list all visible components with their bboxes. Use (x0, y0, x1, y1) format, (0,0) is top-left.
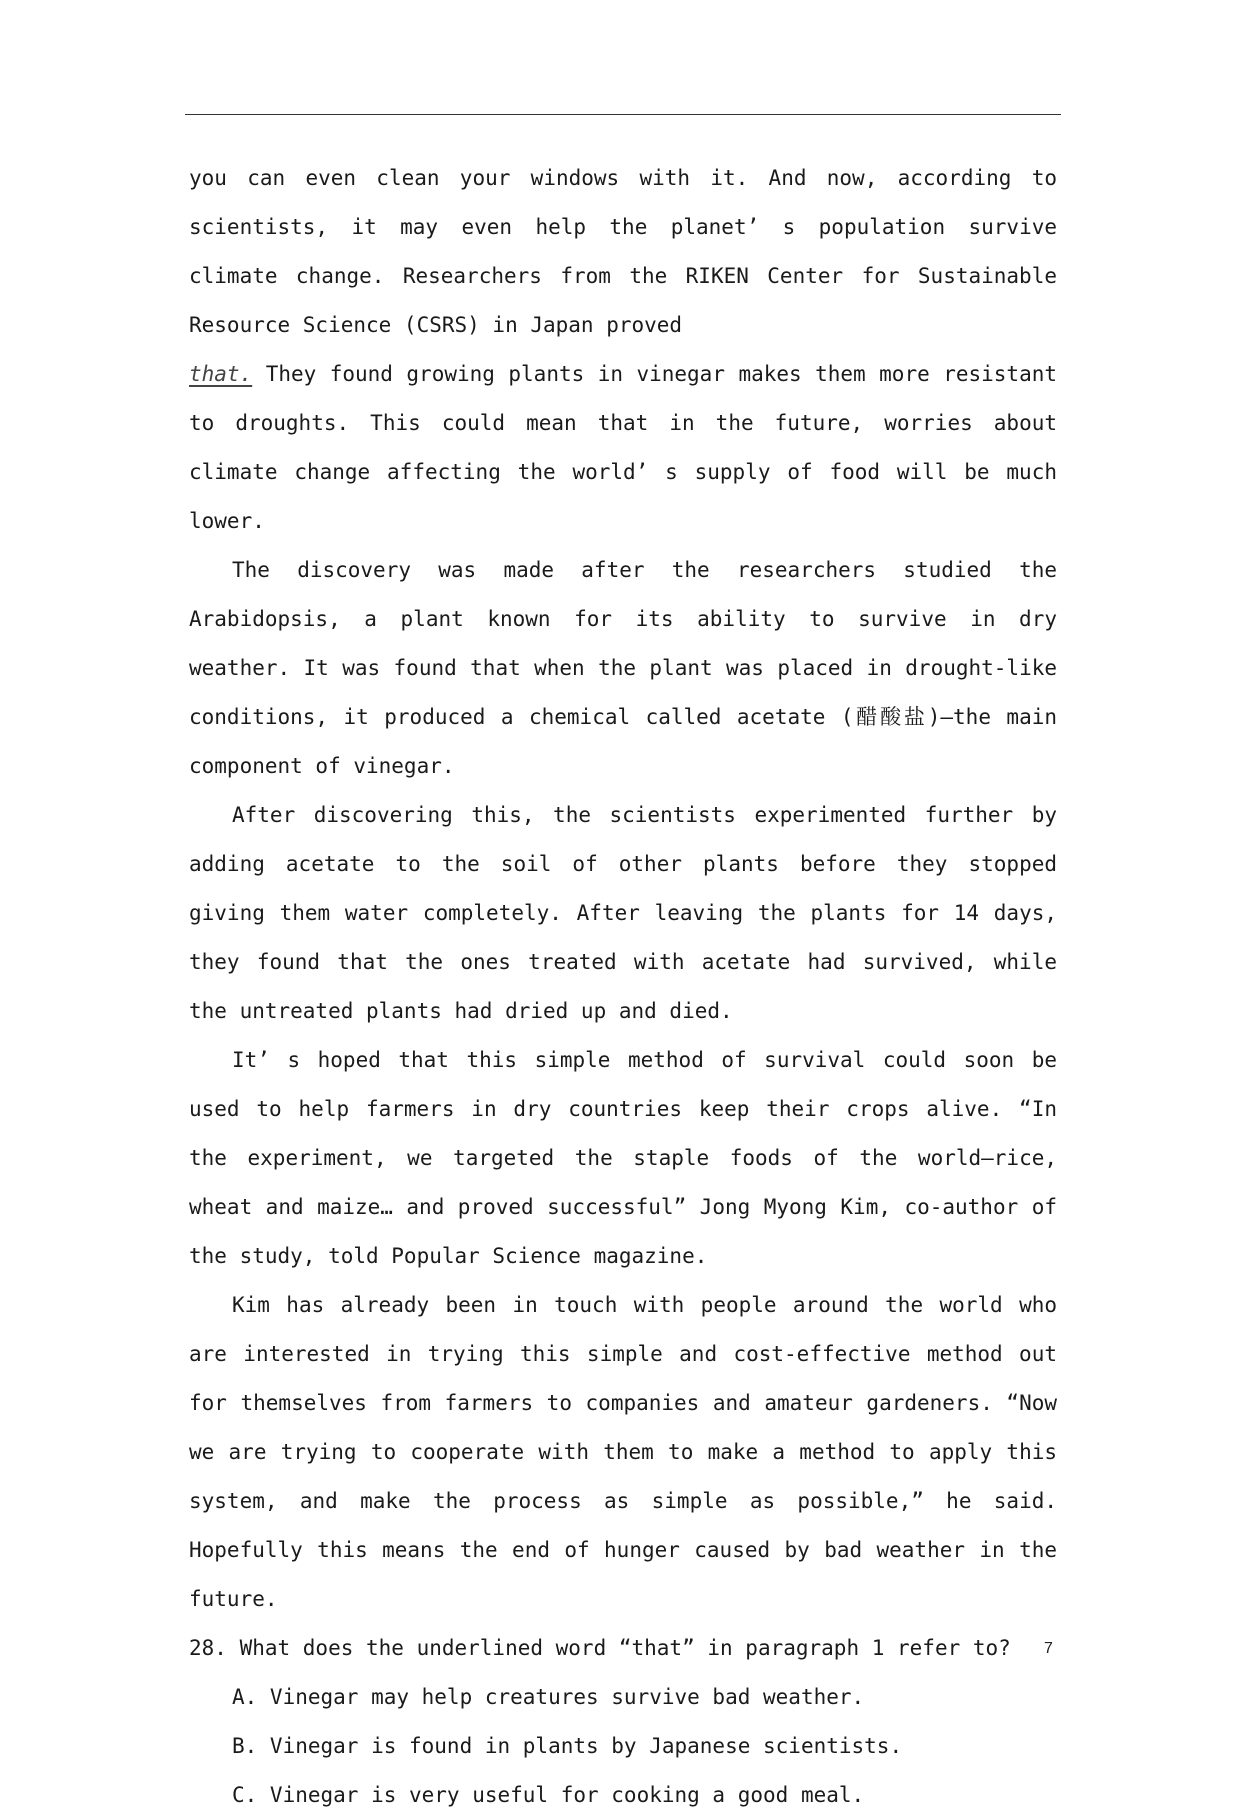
paragraph-5: Kim has already been in touch with people around the world who are interested in trying this simple and cost-effective method out for themselves from farmers to companies and amateur gardeners. “Now we are trying to cooperate with them to make a method to apply this system, and make the process as simple as possible,” he said. Hopefully this means the end of hunger caused by bad weather in the future. (189, 1293, 1057, 1611)
question-28-stem: 28. What does the underlined word “that” in paragraph 1 refer to? (189, 1636, 1011, 1660)
paragraph-3: After discovering this, the scientists experimented further by adding acetate to the soil of other plants before they stopped giving them water completely. After leaving the plants for 14 days, they found that the ones treated with acetate had survived, while the untreated plants had dried up and died. (189, 803, 1057, 1023)
underlined-word-that: that. (189, 362, 253, 386)
paragraph-1-text-before: you can even clean your windows with it. And now, according to scientists, it may even help the planet’ s population survive climate change. Researchers from the RIKEN Center for Sustainable Resource Science (CSRS) in Japan proved (189, 166, 1057, 337)
page-content (189, 154, 1057, 1820)
page-number: 7 (1044, 1640, 1053, 1657)
question-option-c: C. Vinegar is very useful for cooking a good meal. (232, 1783, 865, 1807)
paragraph-4: It’ s hoped that this simple method of survival could soon be used to help farmers in dry countries keep their crops alive. “In the experiment, we targeted the staple foods of the world—rice, wheat and maize… and proved successful” Jong Myong Kim, co-author of the study, told Popular Science magazine. (189, 1048, 1057, 1268)
question-option-b: B. Vinegar is found in plants by Japanese scientists. (232, 1734, 903, 1758)
header-rule (185, 114, 1061, 115)
paragraph-2: The discovery was made after the researchers studied the Arabidopsis, a plant known for its ability to survive in dry weather. It was found that when the plant was placed in drought-like conditions, it produced a chemical called acetate (醋酸盐)—the main component of vinegar. (189, 558, 1057, 778)
paragraph-1 (189, 154, 1057, 546)
question-option-a: A. Vinegar may help creatures survive bad weather. (232, 1685, 865, 1709)
paragraph-1-text-after: They found growing plants in vinegar makes them more resistant to droughts. This could mean that in the future, worries about climate change affecting the world’ s supply of food will be much lower. (189, 362, 1057, 533)
